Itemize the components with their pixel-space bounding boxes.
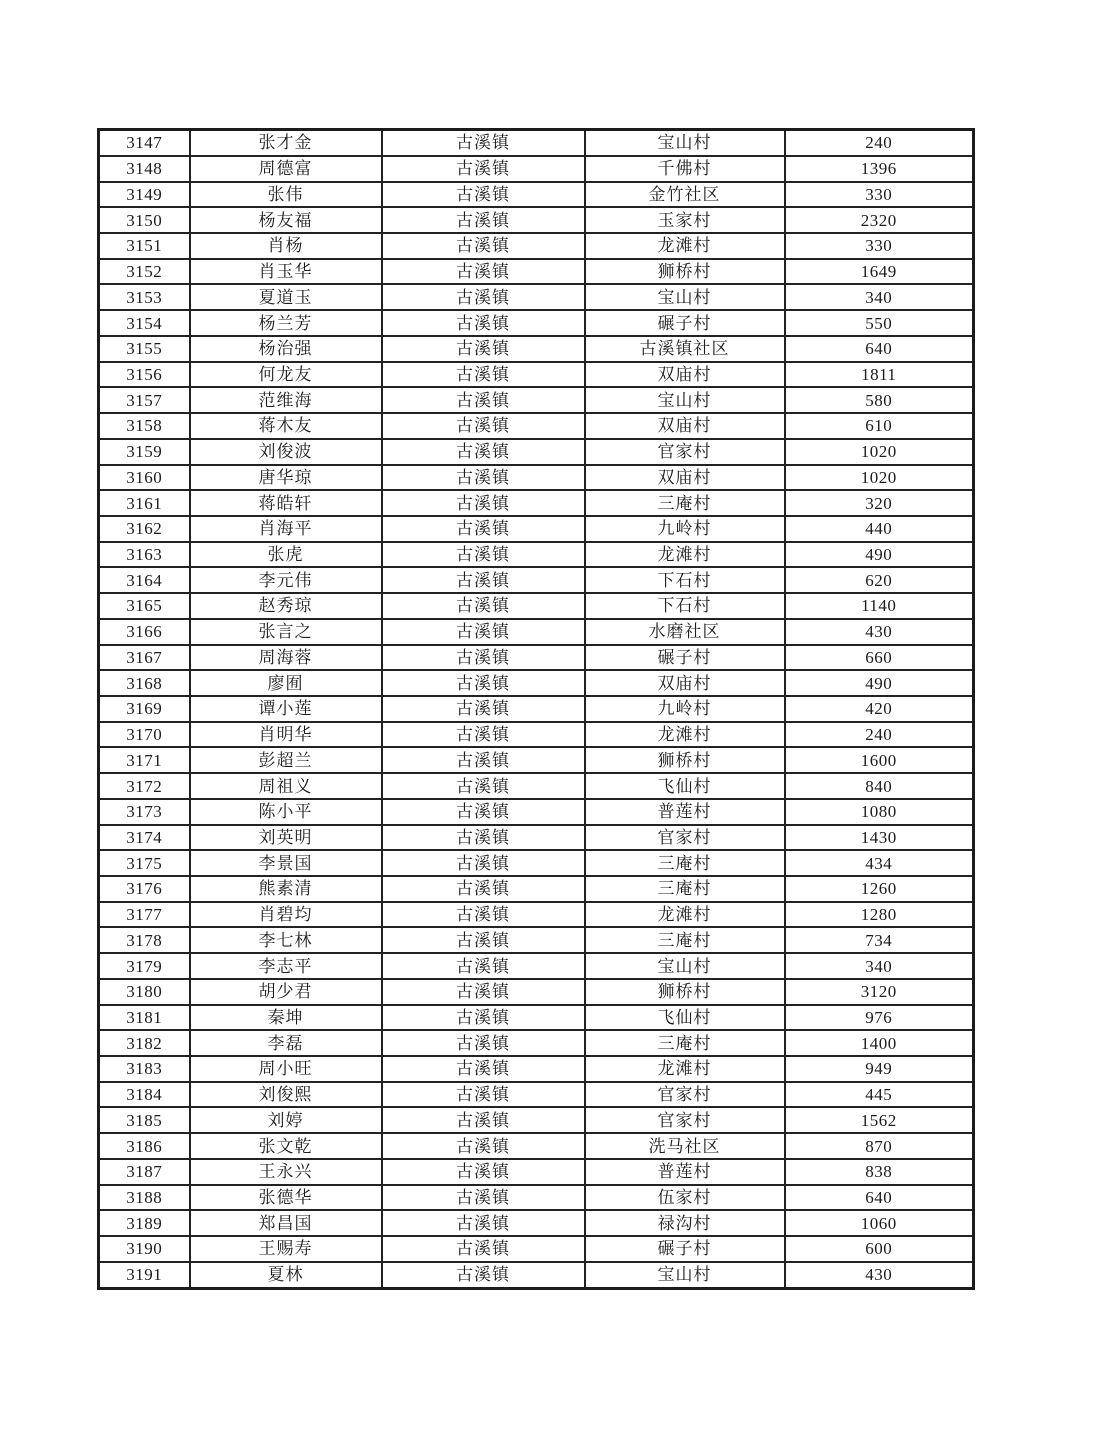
- cell-amount: 3120: [785, 979, 974, 1005]
- cell-town: 古溪镇: [382, 542, 585, 568]
- cell-town: 古溪镇: [382, 1262, 585, 1289]
- cell-amount: 640: [785, 1185, 974, 1211]
- table-row: [99, 310, 974, 336]
- table-row: [99, 979, 974, 1005]
- table-row: [99, 1236, 974, 1262]
- cell-serial-number: 3176: [99, 876, 190, 902]
- cell-town: 古溪镇: [382, 490, 585, 516]
- cell-town: 古溪镇: [382, 1107, 585, 1133]
- cell-person-name: 李七林: [190, 927, 382, 953]
- table-row: [99, 593, 974, 619]
- cell-town: 古溪镇: [382, 747, 585, 773]
- cell-person-name: 周德富: [190, 156, 382, 182]
- cell-serial-number: 3171: [99, 747, 190, 773]
- cell-serial-number: 3151: [99, 233, 190, 259]
- cell-serial-number: 3148: [99, 156, 190, 182]
- cell-town: 古溪镇: [382, 850, 585, 876]
- cell-village: 双庙村: [585, 413, 785, 439]
- cell-person-name: 杨兰芳: [190, 310, 382, 336]
- table-row: [99, 825, 974, 851]
- cell-amount: 580: [785, 387, 974, 413]
- cell-town: 古溪镇: [382, 207, 585, 233]
- cell-serial-number: 3162: [99, 516, 190, 542]
- table-row: [99, 130, 974, 156]
- cell-amount: 2320: [785, 207, 974, 233]
- table-row: [99, 1030, 974, 1056]
- cell-village: 宝山村: [585, 284, 785, 310]
- cell-person-name: 熊素清: [190, 876, 382, 902]
- cell-village: 龙滩村: [585, 1056, 785, 1082]
- cell-town: 古溪镇: [382, 1210, 585, 1236]
- cell-person-name: 张虎: [190, 542, 382, 568]
- cell-village: 宝山村: [585, 953, 785, 979]
- cell-town: 古溪镇: [382, 876, 585, 902]
- cell-town: 古溪镇: [382, 979, 585, 1005]
- cell-village: 碾子村: [585, 645, 785, 671]
- cell-village: 双庙村: [585, 670, 785, 696]
- cell-serial-number: 3153: [99, 284, 190, 310]
- cell-person-name: 范维海: [190, 387, 382, 413]
- cell-person-name: 肖玉华: [190, 259, 382, 285]
- cell-serial-number: 3177: [99, 902, 190, 928]
- cell-amount: 320: [785, 490, 974, 516]
- cell-serial-number: 3178: [99, 927, 190, 953]
- cell-person-name: 张文乾: [190, 1133, 382, 1159]
- cell-serial-number: 3170: [99, 722, 190, 748]
- table-row: [99, 387, 974, 413]
- cell-town: 古溪镇: [382, 953, 585, 979]
- cell-serial-number: 3161: [99, 490, 190, 516]
- cell-village: 龙滩村: [585, 902, 785, 928]
- cell-village: 碾子村: [585, 1236, 785, 1262]
- cell-person-name: 彭超兰: [190, 747, 382, 773]
- cell-village: 三庵村: [585, 876, 785, 902]
- cell-serial-number: 3150: [99, 207, 190, 233]
- cell-town: 古溪镇: [382, 799, 585, 825]
- cell-amount: 434: [785, 850, 974, 876]
- cell-serial-number: 3155: [99, 336, 190, 362]
- cell-person-name: 周小旺: [190, 1056, 382, 1082]
- cell-village: 龙滩村: [585, 233, 785, 259]
- cell-town: 古溪镇: [382, 336, 585, 362]
- cell-serial-number: 3184: [99, 1082, 190, 1108]
- table-row: [99, 1185, 974, 1211]
- cell-serial-number: 3179: [99, 953, 190, 979]
- table-row: [99, 1107, 974, 1133]
- cell-serial-number: 3157: [99, 387, 190, 413]
- cell-village: 龙滩村: [585, 542, 785, 568]
- cell-village: 下石村: [585, 593, 785, 619]
- cell-serial-number: 3164: [99, 567, 190, 593]
- cell-amount: 1080: [785, 799, 974, 825]
- cell-amount: 1562: [785, 1107, 974, 1133]
- cell-town: 古溪镇: [382, 130, 585, 156]
- cell-town: 古溪镇: [382, 670, 585, 696]
- cell-town: 古溪镇: [382, 439, 585, 465]
- cell-town: 古溪镇: [382, 465, 585, 491]
- table-row: [99, 1005, 974, 1031]
- cell-amount: 445: [785, 1082, 974, 1108]
- table-row: [99, 156, 974, 182]
- cell-village: 水磨社区: [585, 619, 785, 645]
- cell-serial-number: 3166: [99, 619, 190, 645]
- table-row: [99, 696, 974, 722]
- cell-town: 古溪镇: [382, 1159, 585, 1185]
- table-row: [99, 439, 974, 465]
- cell-amount: 734: [785, 927, 974, 953]
- cell-amount: 330: [785, 182, 974, 208]
- cell-town: 古溪镇: [382, 516, 585, 542]
- cell-village: 双庙村: [585, 362, 785, 388]
- cell-amount: 610: [785, 413, 974, 439]
- cell-village: 洗马社区: [585, 1133, 785, 1159]
- cell-town: 古溪镇: [382, 233, 585, 259]
- cell-person-name: 杨友福: [190, 207, 382, 233]
- cell-town: 古溪镇: [382, 927, 585, 953]
- cell-amount: 420: [785, 696, 974, 722]
- cell-town: 古溪镇: [382, 722, 585, 748]
- cell-serial-number: 3172: [99, 773, 190, 799]
- cell-amount: 1020: [785, 465, 974, 491]
- cell-amount: 976: [785, 1005, 974, 1031]
- cell-person-name: 李志平: [190, 953, 382, 979]
- table-row: [99, 284, 974, 310]
- cell-person-name: 刘婷: [190, 1107, 382, 1133]
- cell-person-name: 廖囿: [190, 670, 382, 696]
- cell-town: 古溪镇: [382, 645, 585, 671]
- cell-person-name: 夏林: [190, 1262, 382, 1289]
- cell-amount: 949: [785, 1056, 974, 1082]
- cell-amount: 330: [785, 233, 974, 259]
- cell-person-name: 张才金: [190, 130, 382, 156]
- cell-amount: 838: [785, 1159, 974, 1185]
- cell-serial-number: 3160: [99, 465, 190, 491]
- cell-serial-number: 3147: [99, 130, 190, 156]
- records-table: [97, 128, 975, 1290]
- cell-serial-number: 3158: [99, 413, 190, 439]
- cell-village: 狮桥村: [585, 259, 785, 285]
- cell-village: 飞仙村: [585, 773, 785, 799]
- table-row: [99, 542, 974, 568]
- cell-village: 狮桥村: [585, 979, 785, 1005]
- table-row: [99, 773, 974, 799]
- cell-town: 古溪镇: [382, 619, 585, 645]
- cell-person-name: 肖海平: [190, 516, 382, 542]
- cell-town: 古溪镇: [382, 1030, 585, 1056]
- table-row: [99, 207, 974, 233]
- cell-village: 宝山村: [585, 387, 785, 413]
- cell-serial-number: 3175: [99, 850, 190, 876]
- cell-person-name: 肖明华: [190, 722, 382, 748]
- cell-village: 碾子村: [585, 310, 785, 336]
- cell-village: 禄沟村: [585, 1210, 785, 1236]
- cell-village: 官家村: [585, 439, 785, 465]
- cell-serial-number: 3152: [99, 259, 190, 285]
- cell-town: 古溪镇: [382, 1133, 585, 1159]
- cell-amount: 870: [785, 1133, 974, 1159]
- cell-serial-number: 3183: [99, 1056, 190, 1082]
- cell-town: 古溪镇: [382, 567, 585, 593]
- cell-person-name: 李磊: [190, 1030, 382, 1056]
- cell-amount: 550: [785, 310, 974, 336]
- table-row: [99, 567, 974, 593]
- cell-village: 普莲村: [585, 1159, 785, 1185]
- cell-town: 古溪镇: [382, 387, 585, 413]
- cell-village: 三庵村: [585, 927, 785, 953]
- cell-amount: 640: [785, 336, 974, 362]
- cell-person-name: 刘俊熙: [190, 1082, 382, 1108]
- table-row: [99, 953, 974, 979]
- table-row: [99, 465, 974, 491]
- cell-village: 官家村: [585, 1082, 785, 1108]
- table-row: [99, 619, 974, 645]
- table-row: [99, 747, 974, 773]
- cell-serial-number: 3163: [99, 542, 190, 568]
- table-row: [99, 1133, 974, 1159]
- cell-amount: 430: [785, 1262, 974, 1289]
- cell-serial-number: 3181: [99, 1005, 190, 1031]
- cell-amount: 620: [785, 567, 974, 593]
- cell-town: 古溪镇: [382, 1005, 585, 1031]
- cell-town: 古溪镇: [382, 1056, 585, 1082]
- cell-serial-number: 3187: [99, 1159, 190, 1185]
- cell-person-name: 杨治强: [190, 336, 382, 362]
- cell-town: 古溪镇: [382, 362, 585, 388]
- cell-village: 狮桥村: [585, 747, 785, 773]
- cell-village: 千佛村: [585, 156, 785, 182]
- cell-village: 九岭村: [585, 696, 785, 722]
- table-row: [99, 850, 974, 876]
- cell-town: 古溪镇: [382, 284, 585, 310]
- table-row: [99, 876, 974, 902]
- cell-village: 官家村: [585, 825, 785, 851]
- cell-person-name: 王赐寿: [190, 1236, 382, 1262]
- table-row: [99, 902, 974, 928]
- cell-town: 古溪镇: [382, 310, 585, 336]
- cell-village: 宝山村: [585, 130, 785, 156]
- cell-serial-number: 3159: [99, 439, 190, 465]
- cell-amount: 430: [785, 619, 974, 645]
- cell-serial-number: 3156: [99, 362, 190, 388]
- cell-amount: 1400: [785, 1030, 974, 1056]
- cell-village: 飞仙村: [585, 1005, 785, 1031]
- cell-serial-number: 3188: [99, 1185, 190, 1211]
- cell-village: 官家村: [585, 1107, 785, 1133]
- cell-serial-number: 3182: [99, 1030, 190, 1056]
- cell-village: 金竹社区: [585, 182, 785, 208]
- cell-person-name: 刘俊波: [190, 439, 382, 465]
- cell-town: 古溪镇: [382, 825, 585, 851]
- cell-amount: 600: [785, 1236, 974, 1262]
- cell-serial-number: 3169: [99, 696, 190, 722]
- cell-serial-number: 3174: [99, 825, 190, 851]
- table-row: [99, 1056, 974, 1082]
- cell-person-name: 张言之: [190, 619, 382, 645]
- cell-serial-number: 3168: [99, 670, 190, 696]
- cell-amount: 240: [785, 722, 974, 748]
- table-row: [99, 1210, 974, 1236]
- cell-person-name: 唐华琼: [190, 465, 382, 491]
- cell-serial-number: 3185: [99, 1107, 190, 1133]
- cell-person-name: 李景国: [190, 850, 382, 876]
- cell-town: 古溪镇: [382, 1082, 585, 1108]
- cell-person-name: 蒋皓轩: [190, 490, 382, 516]
- table-row: [99, 259, 974, 285]
- cell-town: 古溪镇: [382, 902, 585, 928]
- cell-village: 伍家村: [585, 1185, 785, 1211]
- cell-person-name: 张伟: [190, 182, 382, 208]
- table-row: [99, 670, 974, 696]
- cell-village: 玉家村: [585, 207, 785, 233]
- cell-amount: 1060: [785, 1210, 974, 1236]
- cell-town: 古溪镇: [382, 696, 585, 722]
- table-row: [99, 1262, 974, 1289]
- cell-serial-number: 3165: [99, 593, 190, 619]
- cell-serial-number: 3180: [99, 979, 190, 1005]
- cell-town: 古溪镇: [382, 1236, 585, 1262]
- cell-person-name: 张德华: [190, 1185, 382, 1211]
- table-row: [99, 516, 974, 542]
- cell-town: 古溪镇: [382, 259, 585, 285]
- table-row: [99, 362, 974, 388]
- cell-serial-number: 3186: [99, 1133, 190, 1159]
- cell-amount: 1600: [785, 747, 974, 773]
- cell-serial-number: 3167: [99, 645, 190, 671]
- cell-town: 古溪镇: [382, 773, 585, 799]
- table-row: [99, 490, 974, 516]
- cell-person-name: 蒋木友: [190, 413, 382, 439]
- cell-amount: 440: [785, 516, 974, 542]
- cell-town: 古溪镇: [382, 182, 585, 208]
- cell-town: 古溪镇: [382, 413, 585, 439]
- cell-person-name: 夏道玉: [190, 284, 382, 310]
- cell-person-name: 何龙友: [190, 362, 382, 388]
- cell-village: 下石村: [585, 567, 785, 593]
- cell-amount: 1020: [785, 439, 974, 465]
- cell-amount: 1140: [785, 593, 974, 619]
- cell-village: 普莲村: [585, 799, 785, 825]
- cell-person-name: 王永兴: [190, 1159, 382, 1185]
- table-row: [99, 182, 974, 208]
- cell-amount: 490: [785, 542, 974, 568]
- cell-person-name: 胡少君: [190, 979, 382, 1005]
- cell-person-name: 周祖义: [190, 773, 382, 799]
- cell-amount: 1396: [785, 156, 974, 182]
- cell-serial-number: 3173: [99, 799, 190, 825]
- cell-person-name: 肖碧均: [190, 902, 382, 928]
- cell-person-name: 郑昌国: [190, 1210, 382, 1236]
- cell-amount: 660: [785, 645, 974, 671]
- cell-village: 九岭村: [585, 516, 785, 542]
- cell-person-name: 谭小莲: [190, 696, 382, 722]
- table-row: [99, 336, 974, 362]
- cell-amount: 240: [785, 130, 974, 156]
- cell-amount: 1430: [785, 825, 974, 851]
- cell-person-name: 肖杨: [190, 233, 382, 259]
- table-row: [99, 927, 974, 953]
- cell-amount: 490: [785, 670, 974, 696]
- table-row: [99, 1159, 974, 1185]
- table-row: [99, 645, 974, 671]
- cell-serial-number: 3191: [99, 1262, 190, 1289]
- cell-serial-number: 3154: [99, 310, 190, 336]
- table-row: [99, 1082, 974, 1108]
- records-table-body: [99, 130, 974, 1289]
- cell-person-name: 秦坤: [190, 1005, 382, 1031]
- cell-town: 古溪镇: [382, 1185, 585, 1211]
- cell-village: 三庵村: [585, 490, 785, 516]
- cell-amount: 1260: [785, 876, 974, 902]
- cell-town: 古溪镇: [382, 156, 585, 182]
- cell-person-name: 周海蓉: [190, 645, 382, 671]
- cell-person-name: 李元伟: [190, 567, 382, 593]
- cell-village: 宝山村: [585, 1262, 785, 1289]
- cell-village: 三庵村: [585, 850, 785, 876]
- cell-village: 三庵村: [585, 1030, 785, 1056]
- cell-person-name: 陈小平: [190, 799, 382, 825]
- cell-amount: 1811: [785, 362, 974, 388]
- cell-village: 双庙村: [585, 465, 785, 491]
- cell-serial-number: 3190: [99, 1236, 190, 1262]
- table-row: [99, 233, 974, 259]
- cell-serial-number: 3189: [99, 1210, 190, 1236]
- cell-person-name: 赵秀琼: [190, 593, 382, 619]
- table-row: [99, 722, 974, 748]
- cell-village: 古溪镇社区: [585, 336, 785, 362]
- cell-amount: 1280: [785, 902, 974, 928]
- table-row: [99, 799, 974, 825]
- table-row: [99, 413, 974, 439]
- cell-amount: 1649: [785, 259, 974, 285]
- cell-amount: 340: [785, 953, 974, 979]
- cell-town: 古溪镇: [382, 593, 585, 619]
- cell-person-name: 刘英明: [190, 825, 382, 851]
- cell-serial-number: 3149: [99, 182, 190, 208]
- cell-amount: 840: [785, 773, 974, 799]
- cell-village: 龙滩村: [585, 722, 785, 748]
- cell-amount: 340: [785, 284, 974, 310]
